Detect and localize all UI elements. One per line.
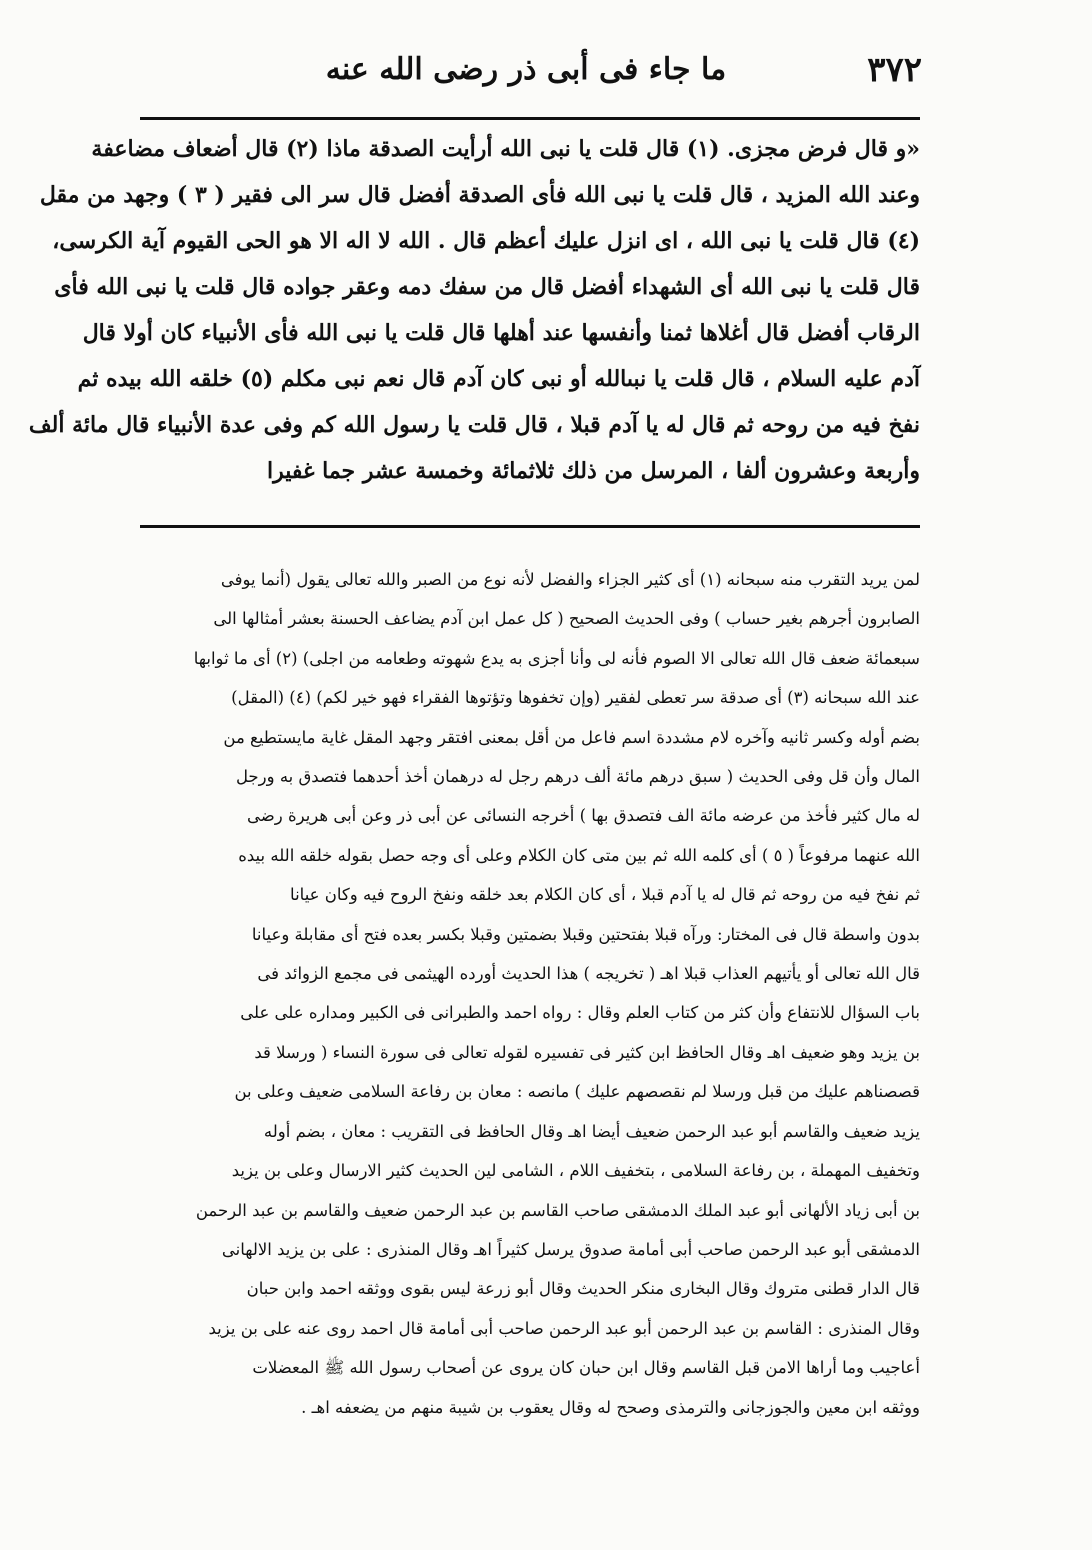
footnote-line: ثم نفخ فيه من روحه ثم قال له يا آدم قبلا ، أى كان الكلام بعد خلقه ونفخ الروح فيه وكان عيانا bbox=[290, 885, 920, 905]
footnote-line: يزيد ضعيف والقاسم أبو عبد الرحمن ضعيف أيضا اهـ وقال الحافظ فى التقريب : معان ، بضم أوله bbox=[263, 1121, 920, 1141]
footnote-line: باب السؤال للانتفاع وأن كثر من كتاب العلم وقال : رواه احمد والطبرانى فى الكبير ومداره على على bbox=[240, 1003, 920, 1023]
footnote-line: له مال كثير فأخذ من عرضه مائة الف فتصدق بها ) أخرجه النسائى عن أبى ذر وعن أبى هريرة رضى bbox=[246, 806, 920, 826]
footnote-line: الدمشقى أبو عبد الرحمن صاحب أبى أمامة صدوق يرسل كثيراً اهـ وقال المنذرى : على بن يزيد الالهانى bbox=[221, 1239, 920, 1259]
footnote-line: وقال المنذرى : القاسم بن عبد الرحمن أبو عبد الرحمن صاحب أبى أمامة قال احمد روى عنه على بن يزيد bbox=[208, 1318, 920, 1338]
footnote-line: بن أبى زياد الألهانى أبو عبد الملك الدمشقى صاحب القاسم بن عبد الرحمن ضعيف والقاسم بن عبد الرحمن bbox=[195, 1200, 920, 1220]
main-text-line: (٤) قال قلت يا نبى الله ، اى انزل عليك أعظم قال . الله لا اله الا هو الحى القيوم آية الكرسى، bbox=[52, 228, 920, 254]
main-text-line: آدم عليه السلام ، قال قلت يا نبىالله أو نبى كان آدم قال نعم نبى مكلم (٥) خلقه الله بيده ثم bbox=[77, 366, 920, 392]
footnote-line: بدون واسطة قال فى المختار: ورآه قبلا بفتحتين وقبلا بضمتين وقبلا بكسر بعده فتح أى مقابلة وعيانا bbox=[251, 924, 920, 944]
page-number: ٣٧٢ bbox=[867, 50, 922, 90]
footnotes bbox=[140, 560, 920, 1427]
footnote-line: قصصناهم عليك من قبل ورسلا لم نقصصهم عليك ) مانصه : معان بن رفاعة السلامى ضعيف وعلى بن bbox=[234, 1082, 920, 1102]
main-text-line: وأربعة وعشرون ألفا ، المرسل من ذلك ثلاثمائة وخمسة عشر جما غفيرا bbox=[266, 458, 920, 484]
main-text-line: نفخ فيه من روحه ثم قال له يا آدم قبلا ، قال قلت يا رسول الله كم وفى عدة الأنبياء قال مائة ألف bbox=[28, 412, 920, 438]
header-rule bbox=[140, 117, 920, 120]
main-text bbox=[28, 126, 920, 494]
footnote-line: الله عنهما مرفوعاً ( ٥ ) أى كلمه الله ثم بين متى كان الكلام وعلى أى وجه حصل بقوله خلقه الله بيده bbox=[238, 845, 920, 865]
footnote-line: الصابرون أجرهم بغير حساب ) وفى الحديث الصحيح ( كل عمل ابن آدم يضاعف الحسنة بعشر أمثالها الى bbox=[213, 609, 920, 629]
footnote-line: المال وأن قل وفى الحديث ( سبق درهم مائة ألف درهم رجل له درهمان أخذ أحدهما فتصدق به ورجل bbox=[235, 767, 920, 787]
footnote-line: ووثقه ابن معين والجوزجانى والترمذى وصحح له وقال يعقوب بن شيبة منهم من يضعفه اهـ . bbox=[301, 1397, 920, 1417]
main-text-line: وعند الله المزيد ، قال قلت يا نبى الله فأى الصدقة أفضل قال سر الى فقير ( ٣ ) وجهد من مقل bbox=[39, 182, 920, 208]
running-title: ما جاء فى أبى ذر رضى الله عنه bbox=[325, 52, 727, 87]
footnote-line: لمن يريد التقرب منه سبحانه (١) أى كثير الجزاء والفضل لأنه نوع من الصبر والله تعالى يقول (أنما يوفى bbox=[220, 570, 920, 589]
main-text-line: الرقاب أفضل قال أغلاها ثمنا وأنفسها عند أهلها قال قلت يا نبى الله فأى الأنبياء كان أولا قال bbox=[82, 320, 920, 346]
page-header bbox=[130, 48, 922, 108]
footnote-line: أعاجيب وما أراها الامن قبل القاسم وقال ابن حبان كان يروى عن أصحاب رسول الله ﷺ المعضلات bbox=[252, 1358, 920, 1378]
main-text-line: «و قال فرض مجزى. (١) قال قلت يا نبى الله أرأيت الصدقة ماذا (٢) قال أضعاف مضاعفة bbox=[91, 136, 920, 162]
footnote-separator-rule bbox=[140, 525, 920, 528]
footnote-line: قال الدار قطنى متروك وقال البخارى منكر الحديث وقال أبو زرعة ليس بقوى ووثقه احمد وابن حبان bbox=[246, 1279, 920, 1299]
footnote-line: بضم أوله وكسر ثانيه وآخره لام مشددة اسم فاعل من أقل بمعنى افتقر وجهد المقل غاية مايستطيع من bbox=[223, 727, 920, 747]
footnote-line: وتخفيف المهملة ، بن رفاعة السلامى ، بتخفيف اللام ، الشامى لين الحديث كثير الارسال وعلى بن يزيد bbox=[231, 1161, 920, 1181]
footnote-line: قال الله تعالى أو يأتيهم العذاب قبلا اهـ ( تخريجه ) هذا الحديث أورده الهيثمى فى مجمع الزوائد فى bbox=[257, 964, 920, 984]
main-text-line: قال قلت يا نبى الله أى الشهداء أفضل قال من سفك دمه وعقر جواده قال قلت يا نبى الله فأى bbox=[54, 274, 920, 300]
footnote-line: بن يزيد وهو ضعيف اهـ وقال الحافظ ابن كثير فى تفسيره لقوله تعالى فى سورة النساء ( ورسلا قد bbox=[254, 1042, 920, 1062]
footnote-line: عند الله سبحانه (٣) أى صدقة سر تعطى لفقير (وإن تخفوها وتؤتوها الفقراء فهو خير لكم) (٤) (المقل) bbox=[231, 688, 920, 708]
footnote-line: سبعمائة ضعف قال الله تعالى الا الصوم فأنه لى وأنا أجزى به يدع شهوته وطعامه من اجلى) (٢) أى ما ثوابها bbox=[193, 648, 920, 668]
